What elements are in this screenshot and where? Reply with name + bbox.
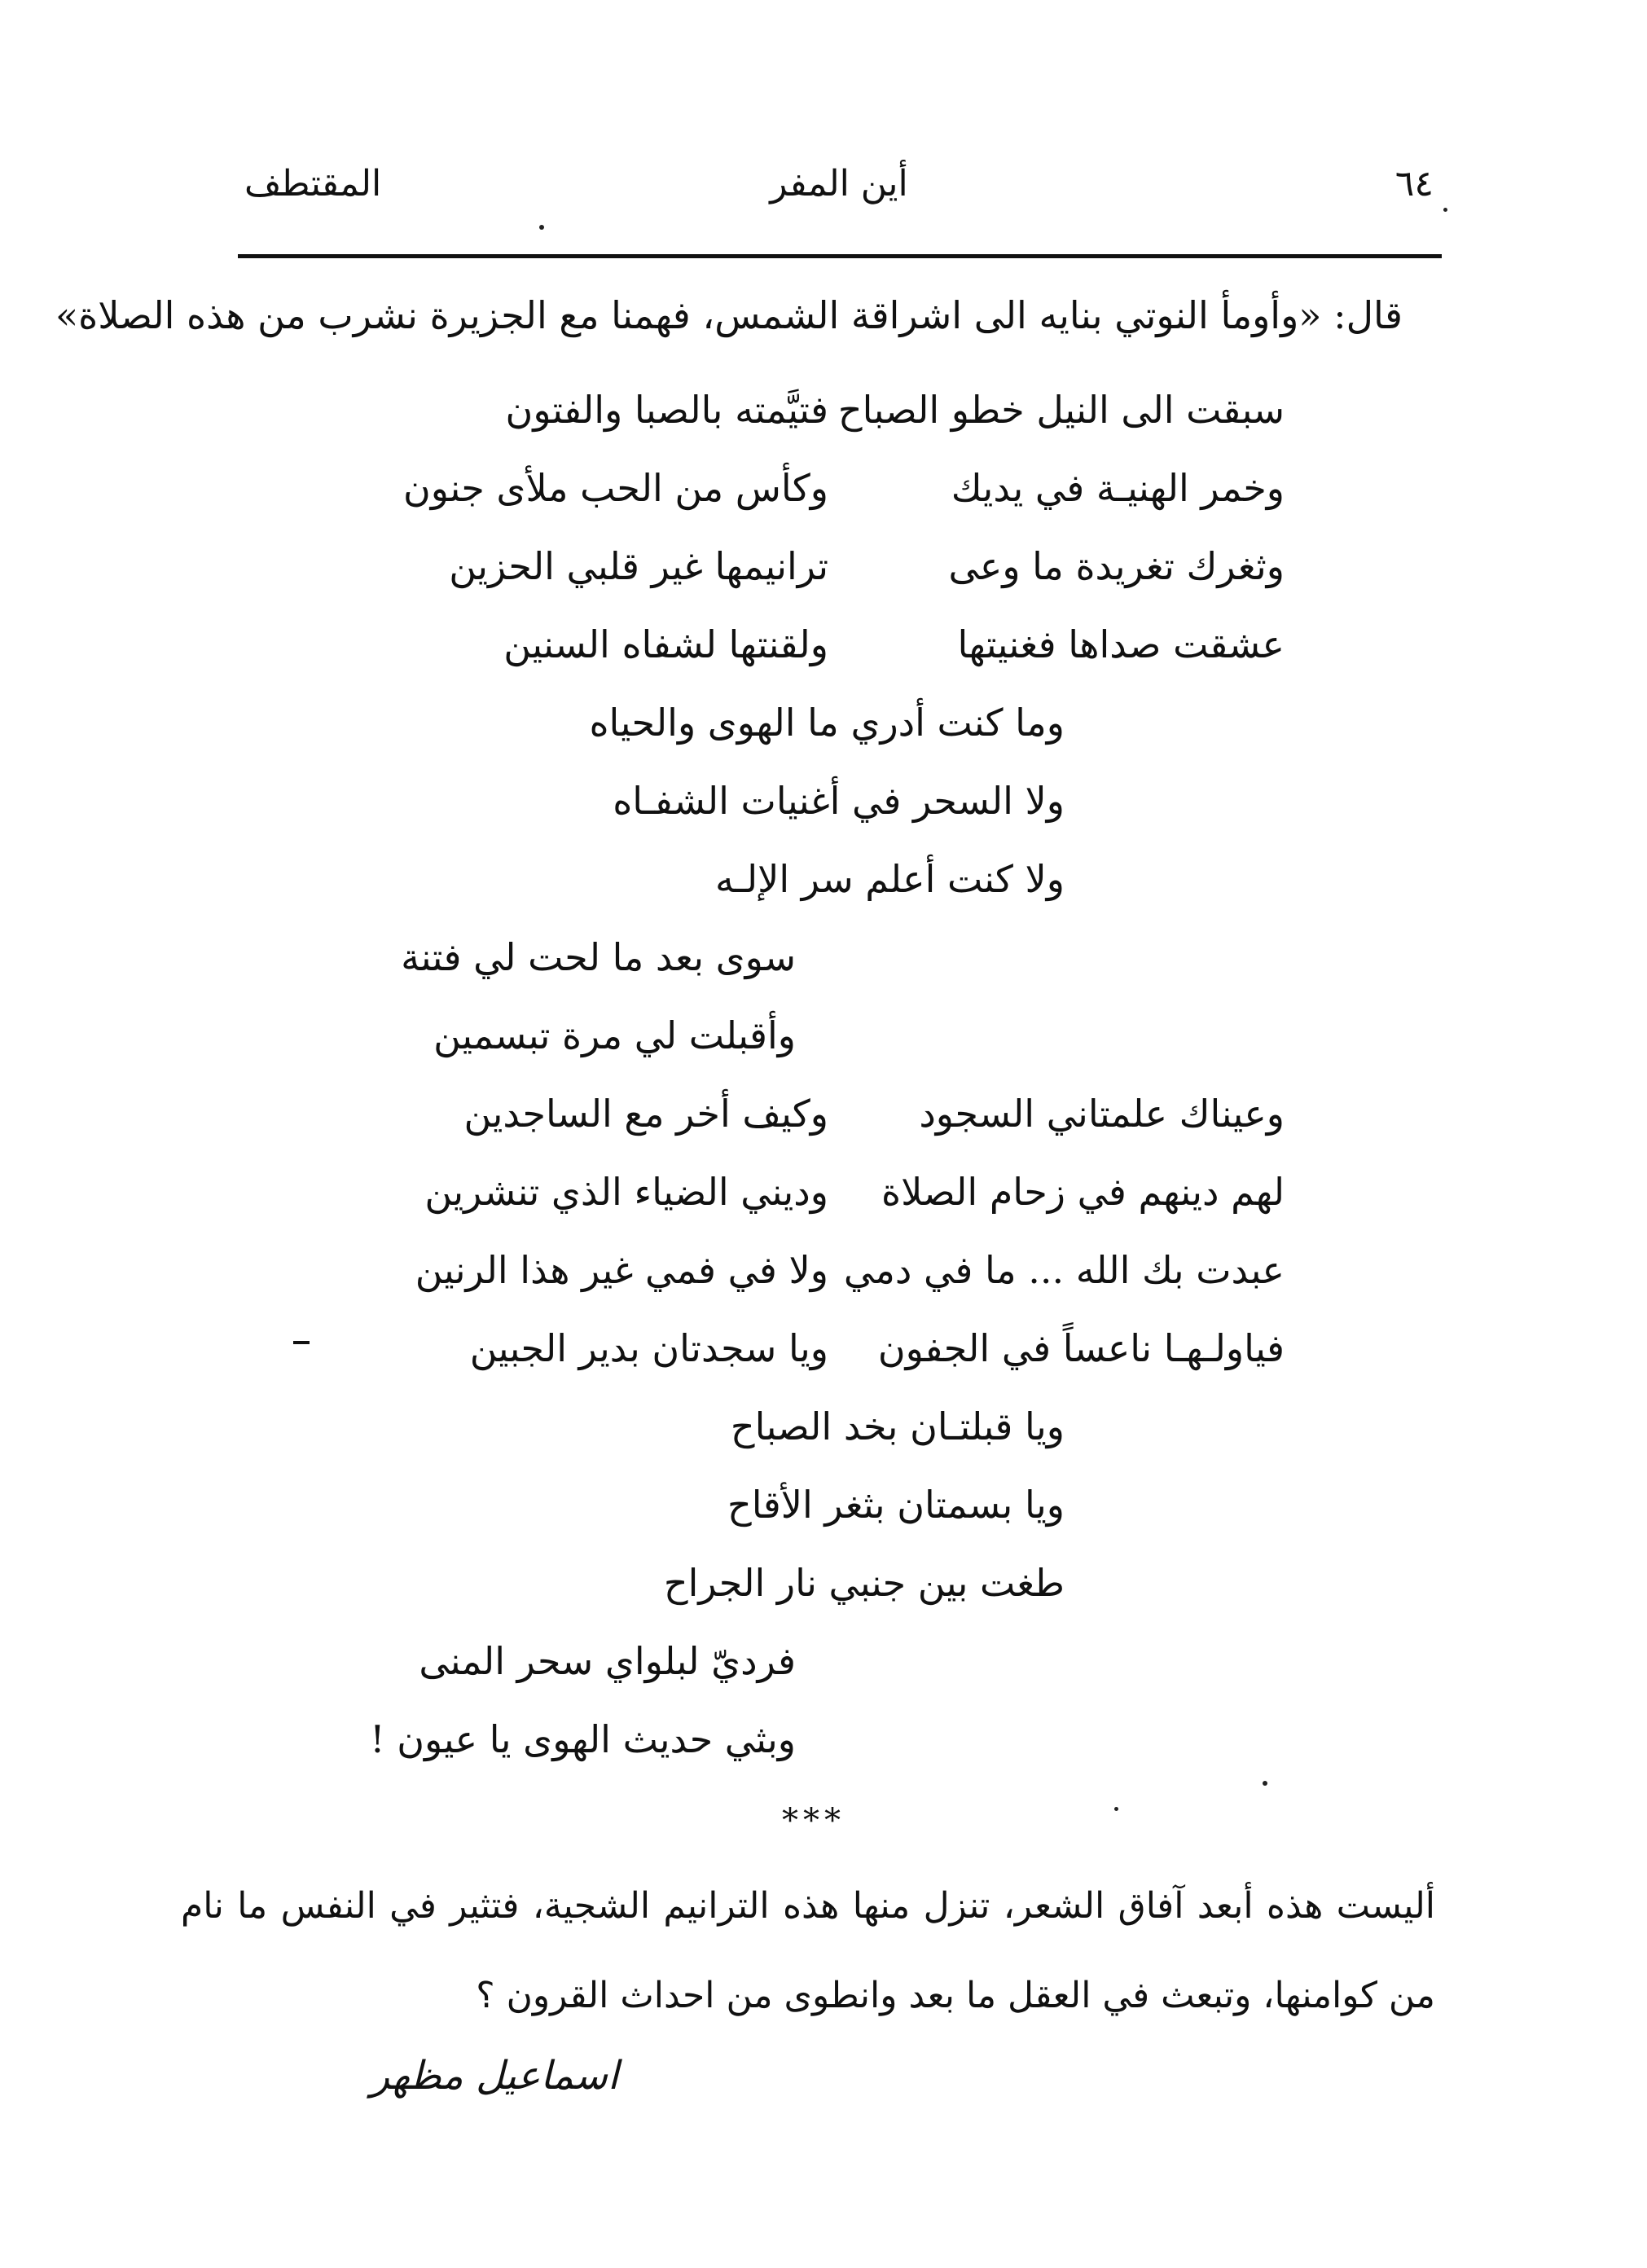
page-number: ٦٤ <box>1394 163 1434 204</box>
poem <box>356 371 1285 1778</box>
hemistich-second: ترانيمها غير قلبي الحزين <box>449 544 828 588</box>
poem-couplet <box>356 1075 1285 1153</box>
hemistich-first: عشقت صداها فغنيتها <box>957 622 1285 666</box>
hemistich-first: لهم دينهم في زحام الصلاة <box>881 1170 1285 1214</box>
hemistich-first: وثغرك تغريدة ما وعى <box>948 544 1285 588</box>
poem-couplet <box>356 1231 1285 1309</box>
poem-couplet <box>356 605 1285 683</box>
running-title: أين المفر <box>770 163 908 204</box>
hemistich-first: عبدت بك الله ... ما في دمي <box>843 1248 1285 1292</box>
print-speck <box>1443 208 1447 212</box>
refrain-line: وأقبلت لي مرة تبسمين <box>433 1013 796 1057</box>
refrain-line: ولا السحر في أغنيات الشفـاه <box>613 779 1065 823</box>
section-separator: *** <box>782 1802 845 1839</box>
hemistich-first: وخمر الهنيـة في يديك <box>951 466 1285 510</box>
refrain-line: وما كنت أدري ما الهوى والحياه <box>589 701 1065 745</box>
hemistich-second: ولقنتها لشفاه السنين <box>503 622 828 666</box>
print-speck <box>1114 1807 1118 1811</box>
poem-couplet <box>356 1309 1285 1387</box>
refrain-line: وبثي حديث الهوى يا عيون ! <box>370 1717 796 1761</box>
print-speck <box>1263 1781 1267 1786</box>
hemistich-second: فتيَّمته بالصبا والفتون <box>505 388 828 432</box>
poem-couplet <box>356 371 1285 449</box>
refrain-line: سوى بعد ما لحت لي فتنة <box>401 935 796 979</box>
intro-paragraph: قال: «وأومأ النوتي بنايه الى اشراقة الشمس، فهمنا مع الجزيرة نشرب من هذه الصلاة» <box>55 293 1403 337</box>
refrain-line: ويا قبلتـان بخد الصباح <box>730 1404 1065 1448</box>
hemistich-second: وكأس من الحب ملأى جنون <box>402 466 828 510</box>
refrain-line: ولا كنت أعلم سر الإلـه <box>714 857 1065 901</box>
poem-couplet <box>356 449 1285 527</box>
hemistich-second: ويا سجدتان بدير الجبين <box>469 1326 828 1370</box>
hemistich-first: فياولـهـا ناعساً في الجفون <box>877 1326 1285 1370</box>
author-signature: اسماعيل مظهر <box>371 2053 619 2099</box>
hemistich-second: وكيف أخر مع الساجدين <box>463 1092 828 1136</box>
refrain-line: طغت بين جنبي نار الجراح <box>663 1561 1065 1605</box>
header-rule <box>238 254 1442 258</box>
refrain-line: ويا بسمتان بثغر الأقاح <box>727 1483 1065 1527</box>
hemistich-first: سبقت الى النيل خطو الصباح <box>837 388 1285 432</box>
hemistich-second: ولا في فمي غير هذا الرنين <box>415 1248 828 1292</box>
hemistich-first: وعيناك علمتاني السجود <box>919 1092 1285 1136</box>
journal-name: المقتطف <box>244 163 382 204</box>
page-header <box>244 163 1434 228</box>
print-speck <box>539 225 544 230</box>
margin-dash <box>293 1341 310 1344</box>
hemistich-second: وديني الضياء الذي تنشرين <box>424 1170 828 1214</box>
poem-couplet <box>356 1153 1285 1231</box>
refrain-line: فرديّ لبلواي سحر المنى <box>419 1639 796 1683</box>
closing-paragraph: أليست هذه أبعد آفاق الشعر، تنزل منها هذه الترانيم الشجية، فتثير في النفس ما نام من كوامنها، وتبعث في العقل ما بعد وانطوى من احداث القرون ؟ <box>181 1885 1435 2016</box>
poem-couplet <box>356 527 1285 605</box>
